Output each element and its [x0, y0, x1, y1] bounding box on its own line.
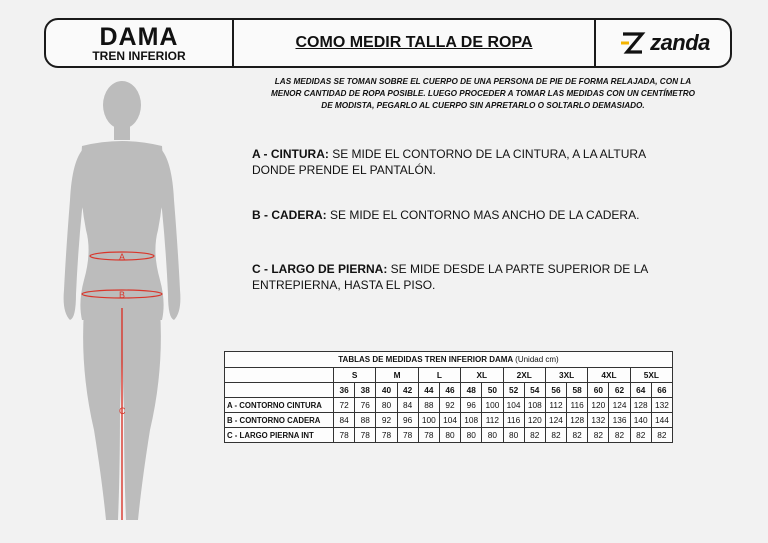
intro-line: MENOR CANTIDAD DE ROPA POSIBLE. LUEGO PROCEDER A TOMAR LAS MEDIDAS CON UN CENTÍMETRO	[270, 89, 696, 98]
table-cell: 120	[588, 398, 609, 413]
size-number: 62	[609, 383, 630, 398]
table-cell: 124	[609, 398, 630, 413]
table-cell: 112	[545, 398, 566, 413]
size-header: 3XL	[545, 368, 587, 383]
intro-line: LAS MEDIDAS SE TOMAN SOBRE EL CUERPO DE UNA PERSONA DE PIE DE FORMA RELAJADA, CON LA	[274, 77, 692, 86]
table-cell: 80	[482, 428, 503, 443]
table-cell: 82	[651, 428, 672, 443]
table-cell: 96	[461, 398, 482, 413]
size-header: M	[376, 368, 418, 383]
size-number: 48	[461, 383, 482, 398]
table-cell: 88	[418, 398, 439, 413]
table-row	[225, 413, 673, 428]
table-cell: 108	[524, 398, 545, 413]
size-number: 36	[334, 383, 355, 398]
table-unit: (Unidad cm)	[515, 355, 559, 364]
table-cell: 82	[524, 428, 545, 443]
size-header: 5XL	[630, 368, 672, 383]
table-cell: 128	[630, 398, 651, 413]
table-corner	[225, 383, 334, 398]
brand-logo	[598, 20, 732, 66]
table-cell: 116	[567, 398, 588, 413]
definition-label: A - CINTURA:	[252, 147, 329, 161]
table-cell: 82	[630, 428, 651, 443]
table-cell: 120	[524, 413, 545, 428]
table-cell: 100	[418, 413, 439, 428]
page-subtitle: TREN INFERIOR	[92, 49, 186, 63]
size-number: 64	[630, 383, 651, 398]
definition-leg	[252, 261, 692, 293]
body-silhouette	[62, 80, 182, 530]
size-number: 50	[482, 383, 503, 398]
size-header: L	[418, 368, 460, 383]
definition-text: SE MIDE EL CONTORNO MAS ANCHO DE LA CADERA.	[326, 208, 640, 222]
definition-text: SE MIDE EL CONTORNO DE LA CINTURA, A LA ALTURA DONDE PRENDE EL PANTALÓN.	[252, 147, 646, 177]
table-cell: 84	[397, 398, 418, 413]
table-cell: 84	[334, 413, 355, 428]
intro-text	[248, 76, 718, 112]
table-cell: 124	[545, 413, 566, 428]
table-row	[225, 398, 673, 413]
table-cell: 80	[461, 428, 482, 443]
table-cell: 78	[376, 428, 397, 443]
table-cell: 92	[376, 413, 397, 428]
table-cell: 82	[567, 428, 588, 443]
table-cell: 82	[609, 428, 630, 443]
table-cell: 132	[651, 398, 672, 413]
size-number: 46	[439, 383, 460, 398]
table-cell: 96	[397, 413, 418, 428]
row-label: A - CONTORNO CINTURA	[225, 398, 334, 413]
table-cell: 116	[503, 413, 524, 428]
marker-c: C	[119, 406, 126, 416]
table-cell: 82	[545, 428, 566, 443]
table-cell: 104	[503, 398, 524, 413]
definition-waist	[252, 146, 692, 178]
table-cell: 76	[355, 398, 376, 413]
row-label: C - LARGO PIERNA INT	[225, 428, 334, 443]
size-number: 42	[397, 383, 418, 398]
size-number: 66	[651, 383, 672, 398]
size-number: 58	[567, 383, 588, 398]
size-table	[224, 351, 673, 443]
size-header: 2XL	[503, 368, 545, 383]
intro-line: DE MODISTA, PEGARLO AL CUERPO SIN APRETARLO O SOLTARLO DEMASIADO.	[321, 101, 645, 110]
table-title-text: TABLAS DE MEDIDAS TREN INFERIOR DAMA	[338, 355, 513, 364]
size-number: 60	[588, 383, 609, 398]
table-cell: 80	[376, 398, 397, 413]
page-heading: COMO MEDIR TALLA DE ROPA	[295, 34, 533, 51]
size-number: 38	[355, 383, 376, 398]
table-cell: 80	[439, 428, 460, 443]
table-row	[225, 428, 673, 443]
table-cell: 78	[418, 428, 439, 443]
table-cell: 72	[334, 398, 355, 413]
table-cell: 78	[355, 428, 376, 443]
table-cell: 100	[482, 398, 503, 413]
table-cell: 88	[355, 413, 376, 428]
size-header: S	[334, 368, 376, 383]
table-cell: 92	[439, 398, 460, 413]
marker-a: A	[119, 252, 126, 262]
size-number: 54	[524, 383, 545, 398]
definition-hip	[252, 207, 692, 223]
header-divider	[594, 20, 596, 66]
table-cell: 136	[609, 413, 630, 428]
definition-label: C - LARGO DE PIERNA:	[252, 262, 388, 276]
page-title: DAMA	[99, 23, 179, 51]
table-cell: 78	[397, 428, 418, 443]
marker-b: B	[119, 290, 126, 300]
size-number: 40	[376, 383, 397, 398]
table-cell: 80	[503, 428, 524, 443]
table-cell: 104	[439, 413, 460, 428]
row-label: B - CONTORNO CADERA	[225, 413, 334, 428]
table-cell: 108	[461, 413, 482, 428]
table-cell: 144	[651, 413, 672, 428]
definition-label: B - CADERA:	[252, 208, 327, 222]
table-cell: 82	[588, 428, 609, 443]
table-cell: 140	[630, 413, 651, 428]
table-cell: 78	[334, 428, 355, 443]
size-number: 56	[545, 383, 566, 398]
zanda-logo-icon	[620, 31, 646, 55]
table-cell: 132	[588, 413, 609, 428]
size-header: XL	[461, 368, 503, 383]
header-box	[44, 18, 732, 68]
table-cell: 112	[482, 413, 503, 428]
size-number: 52	[503, 383, 524, 398]
definition-text: SE MIDE DESDE LA PARTE SUPERIOR DE LA ENTREPIERNA, HASTA EL PISO.	[252, 262, 648, 292]
brand-name: zanda	[650, 30, 710, 55]
table-cell: 128	[567, 413, 588, 428]
table-corner	[225, 368, 334, 383]
size-header: 4XL	[588, 368, 630, 383]
size-number: 44	[418, 383, 439, 398]
table-title	[225, 352, 673, 368]
